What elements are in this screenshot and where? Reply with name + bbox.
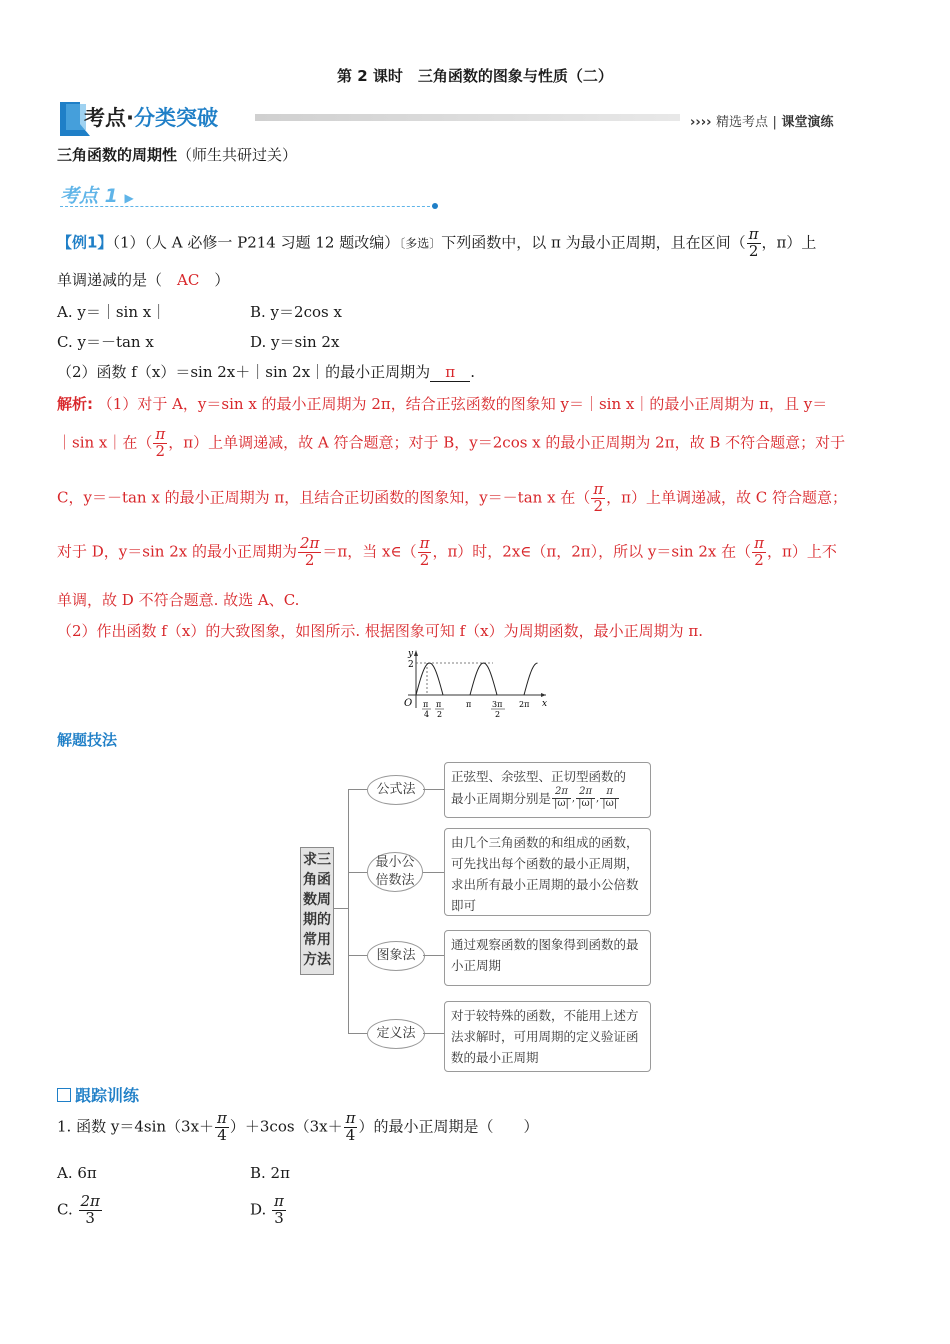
question-1: 1. 函数 y＝4sin（3x＋ $\frac{\pi}{4}$ ）＋3cos（3x＋ $\frac{\pi}{4}$ ）的最小正周期是（ ）: [57, 1109, 539, 1144]
example-part2: [57, 361, 475, 382]
tick-pi-over-4-den: 4: [424, 710, 430, 719]
frac-pi-over-2: $\frac{\pi}{2}$: [748, 225, 759, 260]
desc-formula-method: 正弦型、余弦型、正切型函数的 最小正周期分别是 $\frac{2\pi}{|\omega|}$ , $\frac{2\pi}{|\omega|}$ , $\frac{\pi}{|\omega|}$: [444, 762, 651, 818]
option-a: A. y＝｜sin x｜: [57, 303, 167, 321]
frac-2pi-over-3: $\frac{2\pi}{3}$: [80, 1192, 100, 1227]
origin-label: O: [404, 698, 413, 709]
desc-definition-method: 对于较特殊的函数，不能用上述方法求解时，可用周期的定义验证函数的最小正周期: [444, 1001, 651, 1072]
curve-arch-2: [470, 663, 497, 695]
checkbox-icon: [57, 1088, 71, 1102]
solution-line-4: 对于 D，y＝sin 2x 的最小正周期为 $\frac{2\pi}{2}$ ＝π，当 x∈（ $\frac{\pi}{2}$ ，π）时，2x∈（π，2π），所以 y＝sin 2x 在（ $\frac{\pi}{2}$ ，π）上不: [57, 534, 837, 569]
frac-2pi-over-w: $\frac{2\pi}{|\omega|}$: [578, 786, 594, 809]
frac-2pi-over-w: $\frac{2\pi}{|\omega|}$: [554, 786, 569, 809]
solution-line-3: C，y＝－tan x 的最小正周期为 π，且结合正切函数的图象知，y＝－tan x 在（ $\frac{\pi}{2}$ ，π）上单调递减，故 C 符合题意；: [57, 480, 848, 515]
option-c: C. y＝－tan x: [57, 333, 154, 351]
tick-3pi-over-2-num: 3π: [492, 700, 503, 709]
practice-heading: [57, 1083, 139, 1106]
curve-arch-3: [524, 663, 538, 695]
banner-right-a: 精选考点: [715, 115, 768, 130]
curve-arch-1: [416, 663, 443, 695]
q1-option-d: D. $\frac{\pi}{3}$: [250, 1192, 284, 1227]
kaodian-label: [60, 181, 134, 208]
example-line-2: [57, 269, 229, 290]
kaodian-text: 考点: [60, 185, 99, 207]
part2-text: （2）函数 f（x）＝sin 2x＋｜sin 2x｜的最小正周期为: [57, 363, 431, 381]
function-graph: [398, 648, 550, 724]
example-line2-text: 单调递减的是（: [57, 271, 178, 289]
frac-pi-over-w: $\frac{\pi}{|\omega|}$: [602, 786, 618, 809]
solution-label: 解析:: [57, 395, 93, 413]
solution-line-5: 单调，故 D 不符合题意. 故选 A、C.: [57, 591, 300, 609]
option-b: B. y＝2cos x: [250, 303, 342, 321]
section-heading-text: 三角函数的周期性: [57, 146, 178, 164]
section-heading: [57, 144, 297, 165]
banner-right-b: 课堂演练: [781, 115, 834, 130]
tick-pi-over-2-den: 2: [437, 710, 443, 719]
method-heading: 解题技法: [57, 731, 118, 749]
solution-line-1: [57, 393, 827, 414]
tick-pi-over-4-num: π: [423, 700, 429, 709]
example-text-tail: ，π）上: [761, 233, 817, 252]
y-label: y: [408, 649, 414, 659]
y-axis-arrow-icon: [414, 650, 418, 656]
page-title: 第 2 课时 三角函数的图象与性质（二）: [337, 67, 613, 85]
tick-pi: π: [466, 700, 472, 709]
example-text: 下列函数中，以 π 为最小正周期，且在区间（: [441, 233, 746, 252]
frac-pi-over-3: $\frac{\pi}{3}$: [274, 1192, 284, 1227]
banner-right: [690, 111, 833, 130]
diagram-trunk: [348, 789, 349, 1034]
part2-end: .: [470, 363, 475, 381]
banner-bar: [255, 114, 680, 121]
x-axis-arrow-icon: [541, 693, 546, 697]
x-label: x: [542, 699, 548, 709]
branch-definition-method: 定义法: [367, 1019, 425, 1049]
frac-pi-over-2: $\frac{\pi}{2}$: [155, 425, 166, 460]
frac-pi-over-2: $\frac{\pi}{2}$: [419, 534, 430, 569]
frac-2pi-over-2: $\frac{2\pi}{2}$: [299, 534, 320, 569]
banner-label-kaodian: 考点: [84, 106, 126, 130]
desc-lcm-method: 由几个三角函数的和组成的函数，可先找出每个函数的最小正周期，求出所有最小正周期的最小公倍数即可: [444, 828, 651, 916]
graph-curves: [416, 663, 538, 695]
section-heading-note: （师生共研过关）: [177, 146, 298, 164]
banner-label-category: 分类突破: [133, 106, 218, 130]
example-type-tag: 〔多选〕: [399, 236, 442, 251]
branch-graph-method: 图象法: [367, 941, 425, 971]
kaodian-dot: [432, 203, 438, 209]
example-line-1: [57, 227, 816, 260]
kaodian-num: 1: [104, 185, 118, 207]
triangle-right-icon: ▶: [124, 191, 134, 205]
frac-pi-over-4: $\frac{\pi}{4}$: [217, 1109, 227, 1144]
solution-line-2: ｜sin x｜在（ $\frac{\pi}{2}$ ，π）上单调递减，故 A 符合题意；对于 B，y＝2cos x 的最小正周期为 2π，故 B 不符合题意；对于: [57, 425, 846, 460]
q1-option-c: C. $\frac{2\pi}{3}$: [57, 1192, 100, 1227]
kaodian-underline: [60, 206, 435, 207]
banner-right-sep: |: [772, 115, 777, 130]
q1-option-b: B. 2π: [250, 1164, 290, 1182]
tick-pi-over-2-num: π: [436, 700, 442, 709]
frac-pi-over-2: $\frac{\pi}{2}$: [754, 534, 764, 569]
desc-graph-method: 通过观察函数的图象得到函数的最小正周期: [444, 930, 651, 986]
arrows-icon: ››››: [690, 115, 712, 130]
practice-heading-text: 跟踪训练: [75, 1086, 140, 1105]
answer-2: π: [430, 363, 470, 382]
frac-pi-over-2: $\frac{\pi}{2}$: [593, 480, 604, 515]
tick-2pi: 2π: [519, 700, 530, 709]
branch-lcm-method: 最小公倍数法: [367, 852, 423, 892]
answer-1: AC: [177, 271, 200, 289]
branch-formula-method: 公式法: [367, 775, 425, 805]
example-source: （1）（人 A 必修一 P214 习题 12 题改编）: [112, 233, 400, 252]
y-tick-2: 2: [408, 660, 414, 670]
tick-3pi-over-2-den: 2: [495, 710, 501, 719]
banner-label-dot: ·: [126, 106, 134, 130]
q1-option-a: A. 6π: [57, 1164, 97, 1182]
example-tag: 【例1】: [57, 233, 113, 252]
solution-line-6: （2）作出函数 f（x）的大致图象，如图所示. 根据图象可知 f（x）为周期函数，最小正周期为 π.: [57, 622, 704, 640]
option-d: D. y＝sin 2x: [250, 333, 340, 351]
example-line2-close: ）: [199, 271, 230, 289]
solution-l1: （1）对于 A，y＝sin x 的最小正周期为 2π，结合正弦函数的图象知 y＝｜sin x｜的最小正周期为 π，且 y＝: [97, 395, 828, 413]
frac-pi-over-4: $\frac{\pi}{4}$: [345, 1109, 356, 1144]
diagram-root: 求三角函数周期的常用方法: [300, 847, 334, 975]
